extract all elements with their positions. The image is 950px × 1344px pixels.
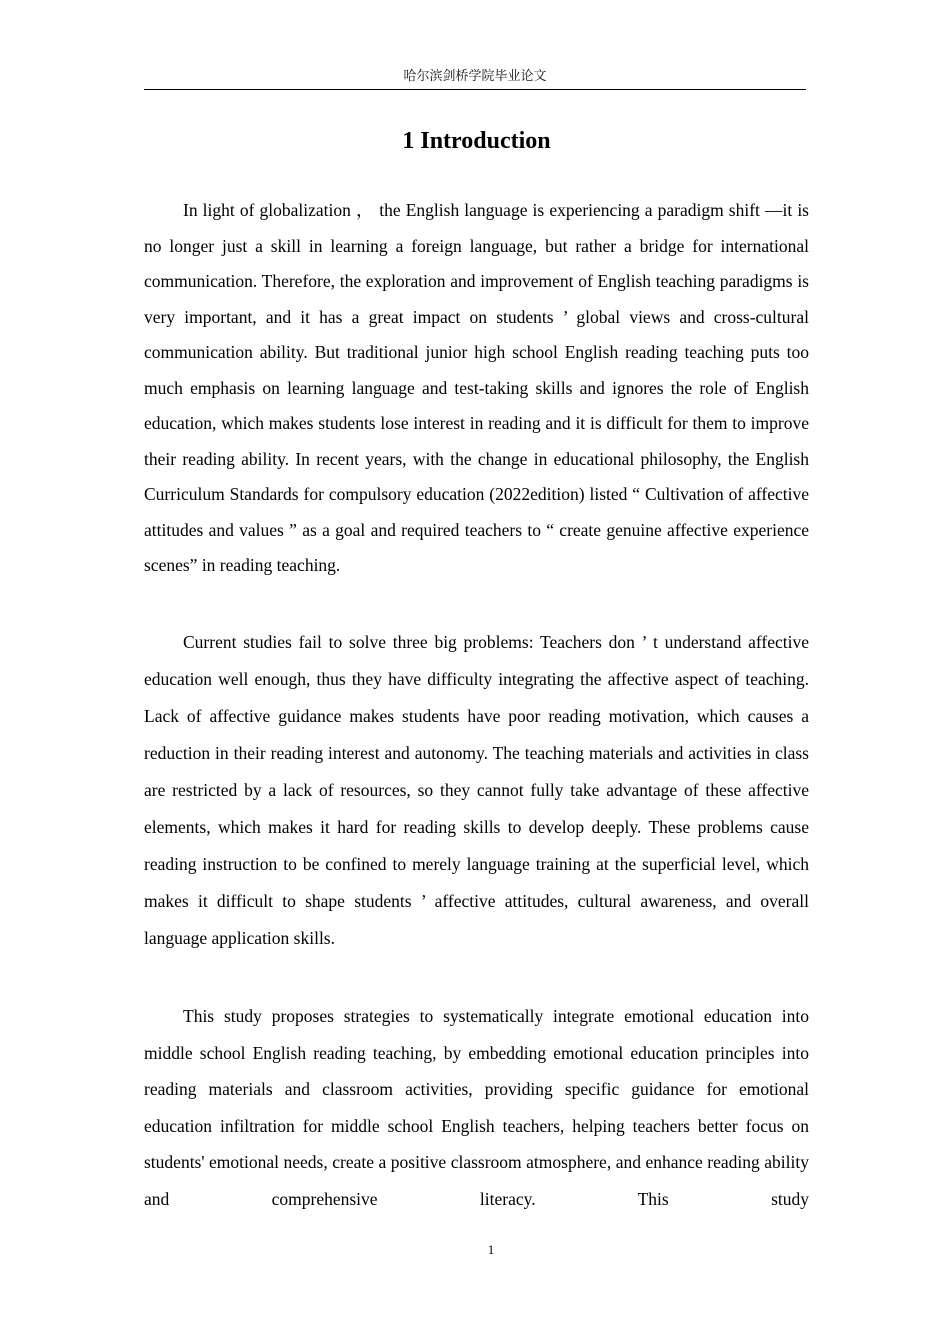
body-paragraph-3: This study proposes strategies to systematically integrate emotional education into middle school English reading teaching, by embedding emotional education principles into reading materials and classroom activities, providing specific guidance for emotional education infiltration for middle school English teachers, helping teachers better focus on students' emotional needs, create a positive classroom atmosphere, and enhance reading ability and comprehensive literacy. This study	[144, 1006, 809, 1209]
running-header: 哈尔滨剑桥学院毕业论文	[403, 69, 547, 84]
page-number: 1	[487, 1242, 495, 1257]
body-paragraph-2: Current studies fail to solve three big problems: Teachers don ’ t understand affective education well enough, thus they have difficulty integrating the affective aspect of teaching. Lack of affective guidance makes students have poor reading motivation, which causes a reduction in their reading interest and autonomy. The teaching materials and activities in class are restricted by a lack of resources, so they cannot fully take advantage of these affective elements, which makes it hard for reading skills to develop deeply. These problems cause reading instruction to be confined to merely language training at the superficial level, which makes it difficult to shape students ’ affective attitudes, cultural awareness, and overall language application skills.	[144, 632, 809, 948]
header-rule	[144, 89, 806, 90]
chapter-title: 1 Introduction	[402, 128, 551, 154]
body-paragraph-1: In light of globalization ， the English language is experiencing a paradigm shift —it is no longer just a skill in learning a foreign language, but rather a bridge for international communication. Therefore, the exploration and improvement of English teaching paradigms is very important, and it has a great impact on students ’ global views and cross-cultural communication ability. But traditional junior high school English reading teaching puts too much emphasis on learning language and test-taking skills and ignores the role of English education, which makes students lose interest in reading and it is difficult for them to improve their reading ability. In recent years, with the change in educational philosophy, the English Curriculum Standards for compulsory education (2022edition) listed “ Cultivation of affective attitudes and values ” as a goal and required teachers to “ create genuine affective experience scenes” in reading teaching.	[144, 200, 809, 575]
